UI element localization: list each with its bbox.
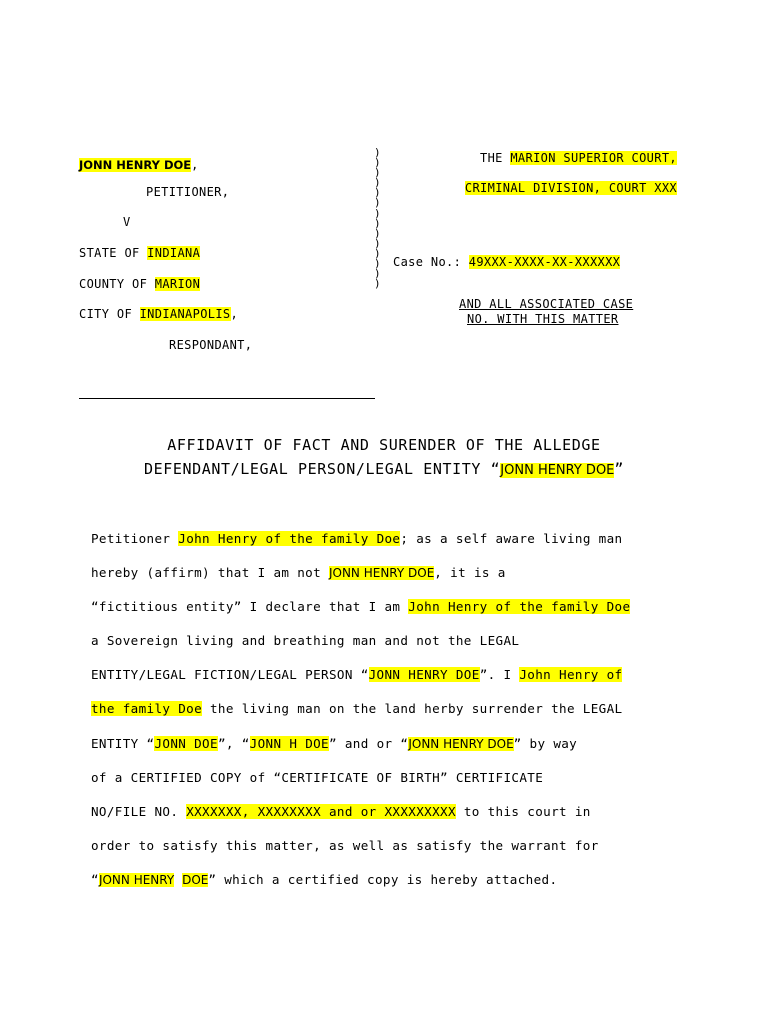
body-line-3: “fictitious entity” I declare that I am John Henry of the family Doe [91, 599, 631, 614]
state-value: INDIANA [147, 246, 201, 260]
court-line: THE MARION SUPERIOR COURT, [480, 151, 677, 165]
state-line: STATE OF INDIANA [79, 246, 201, 260]
body-line-7: ENTITY “JONN DOE”, “JONN H DOE” and or “JONN HENRY DOE” by way [91, 736, 578, 751]
respondant-label: RESPONDANT, [169, 338, 253, 352]
body-line-9: NO/FILE NO. XXXXXXX, XXXXXXXX and or XXXXXXXXX to this court in [91, 804, 591, 819]
body-line-8: of a CERTIFIED COPY of “CERTIFICATE OF BIRTH” CERTIFICATE [91, 770, 544, 785]
case-number: 49XXX-XXXX-XX-XXXXXX [468, 255, 621, 269]
body-line-6: the family Doe the living man on the land herby surrender the LEGAL [91, 701, 623, 716]
case-number-line: Case No.: 49XXX-XXXX-XX-XXXXXX [393, 255, 621, 269]
caption-divider [79, 398, 375, 399]
body-line-1: Petitioner John Henry of the family Doe; as a self aware living man [91, 531, 623, 546]
party-name-line: JONN HENRY DOE, [79, 158, 199, 172]
document-title-line1: AFFIDAVIT OF FACT AND SURENDER OF THE ALLEDGE [167, 436, 601, 454]
court-name: MARION SUPERIOR COURT, [510, 151, 677, 165]
county-value: MARION [154, 277, 201, 291]
city-line: CITY OF INDIANAPOLIS, [79, 307, 239, 321]
associated-case-line1: AND ALL ASSOCIATED CASE [459, 297, 634, 311]
court-division: CRIMINAL DIVISION, COURT XXX [464, 181, 677, 195]
body-line-4: a Sovereign living and breathing man and not the LEGAL [91, 633, 520, 648]
party-name: JONN HENRY DOE [79, 158, 192, 172]
title-name: JONN HENRY DOE [500, 463, 615, 478]
document-title-line2: DEFENDANT/LEGAL PERSON/LEGAL ENTITY “JONN HENRY DOE” [143, 460, 625, 478]
caption-bracket: ) ) ) ) ) ) ) ) ) ) ) ) ) ) [374, 146, 381, 291]
associated-case-line2: NO. WITH THIS MATTER [467, 312, 619, 326]
petitioner-label: PETITIONER, [146, 185, 230, 199]
city-value: INDIANAPOLIS [139, 307, 231, 321]
body-line-11: “JONN HENRY DOE” which a certified copy is hereby attached. [91, 872, 558, 887]
versus-label: V [123, 215, 131, 229]
division-line [465, 181, 677, 195]
body-line-10: order to satisfy this matter, as well as satisfy the warrant for [91, 838, 599, 853]
county-line: COUNTY OF MARION [79, 277, 201, 291]
body-line-2: hereby (affirm) that I am not JONN HENRY DOE, it is a [91, 565, 506, 580]
body-line-5: ENTITY/LEGAL FICTION/LEGAL PERSON “JONN HENRY DOE”. I John Henry of [91, 667, 623, 682]
